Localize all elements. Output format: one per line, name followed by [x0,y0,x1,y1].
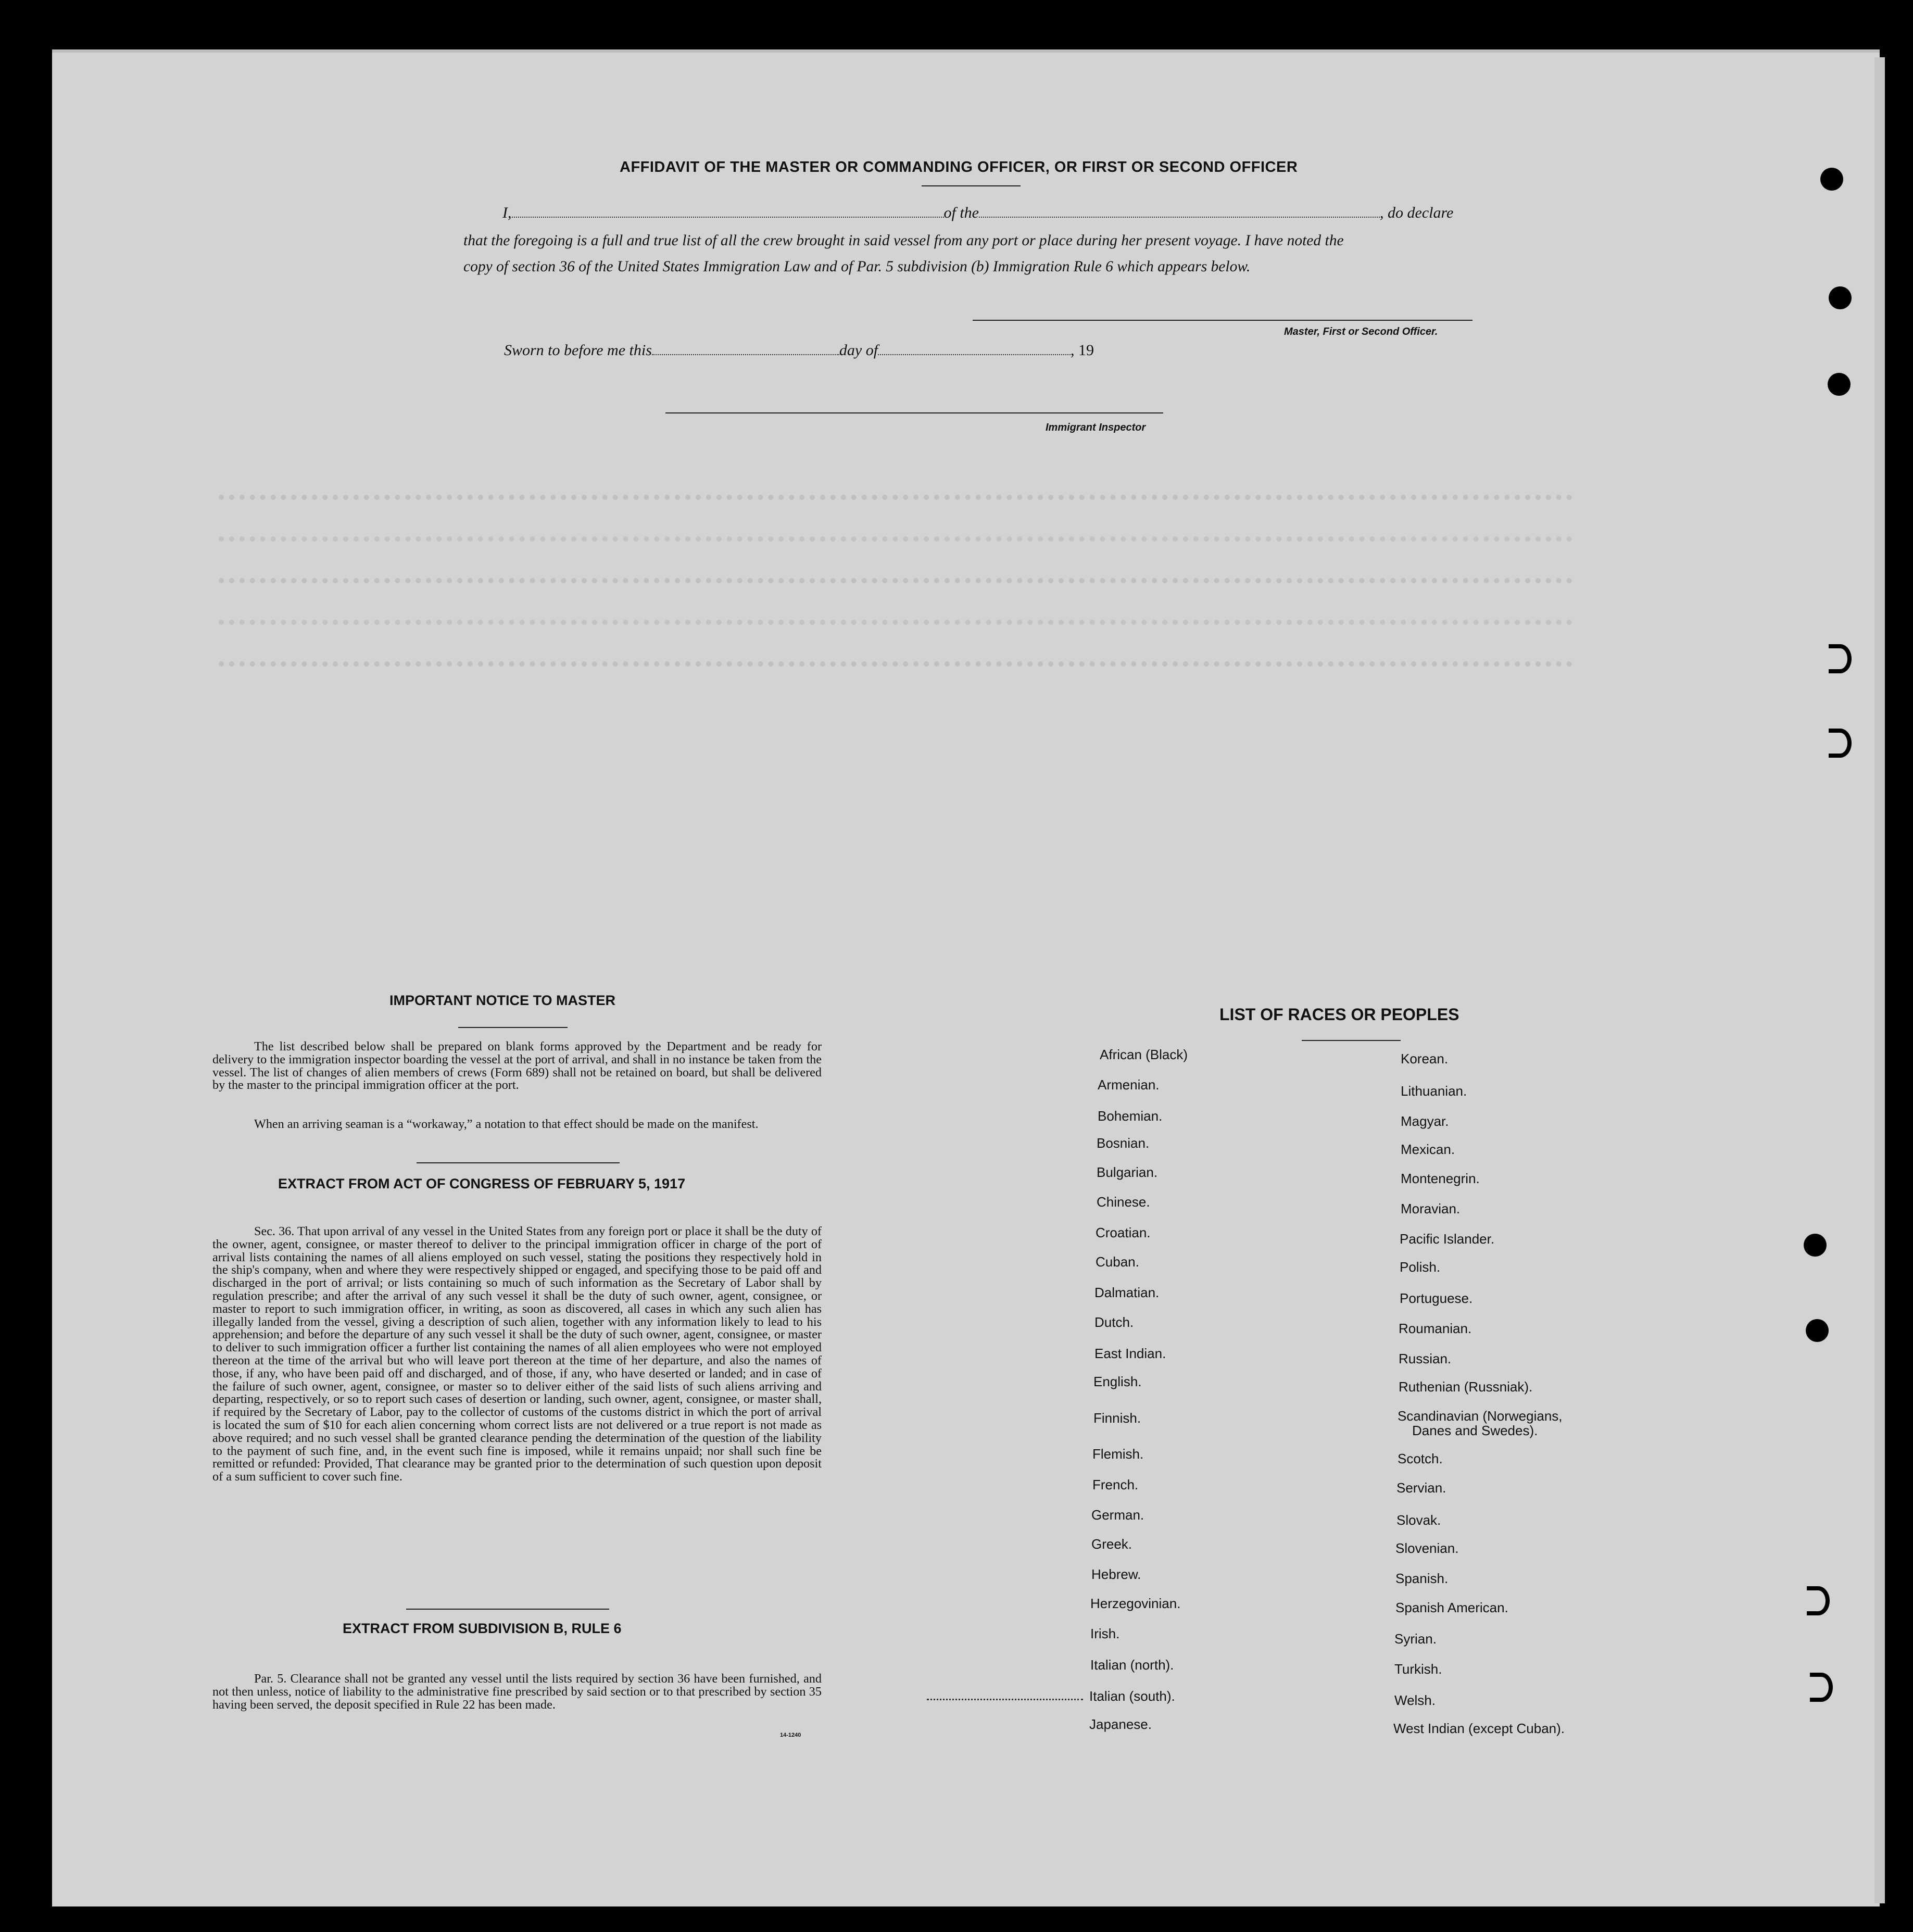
race-item: Dutch. [1094,1314,1134,1330]
title-rule [922,185,1021,186]
race-item: Turkish. [1394,1661,1442,1677]
race-item: Montenegrin. [1401,1171,1480,1186]
race-item: Croatian. [1096,1225,1151,1240]
race-item: Mexican. [1401,1141,1455,1157]
text-day-of: day of [839,342,878,359]
leader-dots [927,1699,1083,1700]
race-item: Flemish. [1092,1446,1144,1462]
binder-hole [1829,286,1852,309]
bleed-through-texture [219,458,1572,1005]
race-item: Bulgarian. [1097,1164,1158,1180]
race-item: Cuban. [1096,1254,1139,1270]
race-item: German. [1091,1507,1144,1523]
binder-hole [1810,1673,1833,1702]
binder-hole [1820,168,1843,191]
act-heading: EXTRACT FROM ACT OF CONGRESS OF FEBRUARY 5, 1917 [278,1176,686,1191]
day-blank [652,344,839,355]
race-item: French. [1092,1477,1139,1492]
affidavit-title: AFFIDAVIT OF THE MASTER OR COMMANDING OFFICER, OR FIRST OR SECOND OFFICER [620,159,1298,175]
race-item: English. [1093,1374,1142,1389]
race-item: Irish. [1090,1626,1120,1641]
race-item: Finnish. [1093,1410,1141,1426]
race-item: West Indian (except Cuban). [1393,1721,1565,1736]
text-year: , 19 [1071,342,1094,359]
race-item: Korean. [1401,1051,1449,1067]
master-signature-line [973,320,1472,321]
race-item: Armenian. [1098,1077,1160,1093]
rule-text: Par. 5. Clearance shall not be granted any vessel until the lists required by section 36 have been furnished, and not then unless, notice of liability to the administrative fine prescribed by said section or to that prescribed by section 35 having been served, the deposit specified in Rule 22 has been made. [212,1672,822,1712]
race-item: Portuguese. [1400,1290,1473,1306]
binder-hole [1807,1586,1830,1615]
race-item: Chinese. [1097,1194,1150,1210]
race-item: East Indian. [1094,1346,1166,1361]
race-item: Bohemian. [1098,1108,1163,1124]
master-label: Master, First or Second Officer. [1284,326,1438,337]
race-item: Scotch. [1398,1451,1443,1466]
race-item: Ruthenian (Russniak). [1399,1379,1533,1395]
race-item: Italian (north). [1090,1657,1174,1673]
binder-hole [1829,644,1852,673]
race-item: Russian. [1399,1351,1452,1366]
race-item: Greek. [1091,1536,1132,1552]
race-item: Syrian. [1394,1631,1437,1647]
text-do-declare: , do declare [1380,204,1454,221]
race-item: Spanish American. [1395,1600,1508,1615]
binder-hole [1806,1319,1829,1342]
text-sworn: Sworn to before me this [504,342,652,359]
race-item: Welsh. [1394,1692,1436,1708]
race-item: Servian. [1396,1480,1446,1496]
rule-heading: EXTRACT FROM SUBDIVISION B, RULE 6 [343,1621,622,1636]
race-item: Herzegovinian. [1090,1596,1181,1611]
binder-hole [1804,1234,1827,1257]
race-item: Roumanian. [1399,1321,1472,1336]
binder-hole [1828,373,1851,396]
race-item: Lithuanian. [1401,1083,1467,1099]
text-of-the: of the [943,204,979,221]
notice-rule [458,1027,568,1028]
month-blank [878,344,1071,355]
form-number: 14-1240 [780,1732,801,1738]
inspector-signature-line [665,412,1163,413]
race-item: Polish. [1400,1259,1441,1275]
race-item: Moravian. [1401,1201,1461,1216]
vessel-blank [979,206,1380,218]
race-item: Slovak. [1396,1512,1441,1528]
races-rule [1302,1040,1401,1041]
affidavit-line3: copy of section 36 of the United States Immigration Law and of Par. 5 subdivision (b) Immigration Rule 6 which appears below. [463,258,1251,275]
sworn-line [504,342,1094,359]
act-text: Sec. 36. That upon arrival of any vessel in the United States from any foreign port or place it shall be the duty of the owner, agent, consignee, or master thereof to deliver to the principal immigration officer in charge of the port of arrival lists containing the names of all aliens employed on such vessel, stating the positions they respectively hold in the ship's company, when and where they were respectively shipped or engaged, and specifying those to be paid off and discharged in the port of arrival; or lists containing so much of such information as the Secretary of Labor shall by regulation prescribe; and after the arrival of any such vessel it shall be the duty of such owner, agent, consignee, or master to report to such immigration officer, in writing, as soon as discovered, all cases in which any such alien has illegally landed from the vessel, giving a description of such alien, together with any information likely to lead to his apprehension; and before the departure of any such vessel it shall be the duty of such owner, agent, consignee, or master to deliver to such immigration officer a further list containing the names of all alien employees who were not employed thereon at the time of the arrival but who will leave port thereon at the time of her departure, and also the names of those, if any, who have been paid off and discharged, and of those, if any, who have deserted or landed; and in case of the failure of such owner, agent, consignee, or master so to deliver either of the said lists of such aliens arriving and departing, respectively, or so to report such cases of desertion or landing, such owner, agent, consignee, or master shall, if required by the Secretary of Labor, pay to the collector of customs of the customs district in which the port of arrival is located the sum of $10 for each alien concerning whom correct lists are not delivered or a true report is not made as above required; and no such vessel shall be granted clearance pending the determination of the question of the liability to the payment of such fine, and, in the event such fine is imposed, while it remains unpaid; nor shall such fine be remitted or refunded: Provided, That clearance may be granted prior to the determination of such question upon deposit of a sum sufficient to cover such fine. [212,1224,822,1484]
race-item: Italian (south). [1089,1688,1175,1704]
affidavit-line2: that the foregoing is a full and true list of all the crew brought in said vessel from any port or place during her present voyage. I have noted the [463,232,1344,249]
races-heading: LIST OF RACES OR PEOPLES [1219,1005,1459,1024]
inspector-label: Immigrant Inspector [1046,422,1146,433]
race-item: Scandinavian (Norwegians, [1398,1408,1563,1424]
notice-para1: The list described below shall be prepared on blank forms approved by the Department and be ready for delivery to the immigration inspector boarding the vessel at the port of arrival, and shall in no instance be taken from the vessel. The list of changes of alien members of crews (Form 689) shall not be retained on board, but shall be delivered by the master to the principal immigration officer at the port. [212,1039,822,1093]
race-item: African (Black) [1100,1047,1188,1062]
page-edge [1874,57,1885,1903]
race-item: Pacific Islander. [1400,1231,1495,1247]
race-item: Slovenian. [1395,1540,1459,1556]
race-item: Spanish. [1395,1571,1449,1586]
text-i: I, [502,204,512,221]
act-rule [417,1162,620,1163]
affidavit-line1 [502,204,1476,222]
race-item: Magyar. [1401,1113,1449,1129]
notice-para2: When an arriving seaman is a “workaway,” a notation to that effect should be made on the manifest. [254,1117,759,1131]
race-item: Japanese. [1089,1716,1152,1732]
race-item: Bosnian. [1097,1135,1150,1151]
binder-hole [1829,729,1852,758]
name-blank [512,206,944,218]
race-item: Hebrew. [1091,1566,1141,1582]
rule-rule [406,1609,609,1610]
race-item: Dalmatian. [1094,1285,1160,1300]
race-item: Danes and Swedes). [1412,1423,1538,1438]
notice-heading: IMPORTANT NOTICE TO MASTER [389,993,615,1008]
